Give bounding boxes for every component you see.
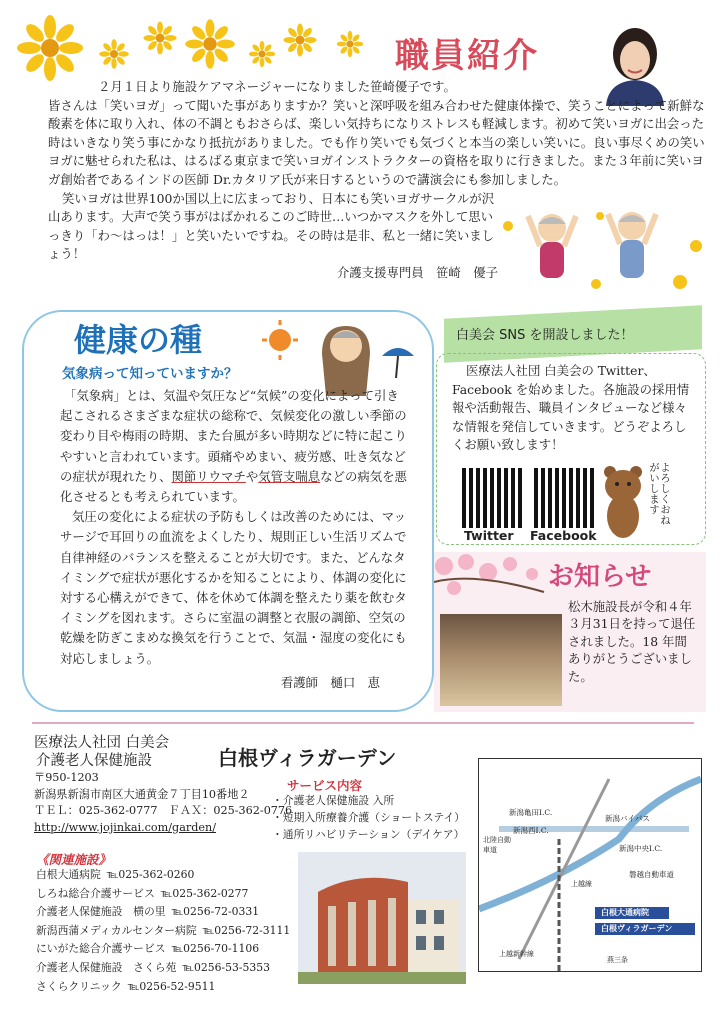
related-name: さくらクリニック <box>36 979 122 993</box>
facility-address <box>34 770 292 836</box>
map-label: 磐越自動車道 <box>629 870 674 879</box>
facebook-label[interactable]: Facebook <box>530 528 597 543</box>
organization-name <box>34 734 169 770</box>
health-text: や <box>245 468 259 484</box>
org-line: 介護老人保健施設 <box>36 753 152 769</box>
health-body <box>60 386 410 693</box>
facility-building-photo <box>298 852 466 984</box>
related-tel: ℡025-362-0260 <box>106 868 195 881</box>
related-tel: ℡025-362-0277 <box>160 886 249 900</box>
services-heading: サービス内容 <box>287 778 363 793</box>
org-line: 医療法人社団 白美会 <box>34 735 170 751</box>
map-label: 上越線 <box>571 880 592 888</box>
health-signature: 看護師 樋口 恵 <box>280 674 380 690</box>
health-text: 「気象病」とは、気温や気圧など“気候”の変化によって引き起こされるさまざまな症状の総称で、気候変化の激しい季節の変わり目や梅雨の時期、また台風が多い時期などに特に起こりやすいと言われています。頭痛やめまい、疲労感、吐き気などの症状が現れたり、 <box>60 388 407 484</box>
map-label: 新潟西I.C. <box>513 826 549 835</box>
twitter-qr-code[interactable] <box>462 468 522 528</box>
sns-body <box>452 362 692 455</box>
intro-paragraph: 皆さんは「笑いヨガ」って聞いた事がありますか？笑いと深呼吸を組み合わせた健康体操で、笑うことによって新鮮な酸素を体に取り入れ、体の不調ともおさらば、楽しい気持ちになりストレスも軽減します。初めて笑いヨガに出会った時はいきなり笑う事にかなり抵抗がありました。でも作り笑いでも気づくと本当の楽しい笑いに。良い事尽くめの笑いヨガに魅せられた私は、はるばる東京まで笑いヨガインストラクターの資格を取りに行きました。また３年前に笑いヨガ創始者であるインドの医師 Dr.カタリア氏が来日するというので講演会にも参加しました。 <box>48 97 705 187</box>
sns-text: 医療法人社団 白美会の Twitter、Facebook を始めました。各施設の採用情報や活動報告、職員インタビューなど様々な情報を発信していきます。どうぞよろしくお願い致します！ <box>452 363 690 453</box>
health-paragraph: 気圧の変化による症状の予防もしくは改善のためには、マッサージで耳回りの血流をよくしたり、規則正しい生活リズムで自律神経のバランスを整えることが大切です。また、どんなタイミングで症状が悪化するかを知ることにより、体調の変化に対する心構えができて、体を休めて体調を整えたり薬を飲むタイミングを図れます。さらに室温の調整と衣服の調節、空気の乾燥を防ぎこまめな換気を行うことで、気温・湿度の変化にも対応しましょう。 <box>60 509 407 666</box>
farewell-photo <box>440 614 562 706</box>
related-name: 介護老人保健施設 横の里 <box>36 905 166 919</box>
intro-paragraph: 笑いヨガは世界100か国以上に広まっており、日本にも笑いヨガサークルが沢山あります。大声で笑う事がはばかれるこのご時世…いつかマスクを外して思いっきり「わ～はっは！」と笑いたいですね。その時は是非、私と一緒に笑いましょう！ <box>48 190 495 262</box>
service-item: ・短期入所療養介護（ショートステイ） <box>272 811 466 824</box>
weather-illustration <box>262 316 422 396</box>
health-subtitle: 気象病って知っていますか？ <box>62 366 238 382</box>
map-label-facility: 白根ヴィラガーデン <box>601 923 673 933</box>
related-item <box>36 903 290 922</box>
related-name: しろね総合介護サービス <box>36 886 155 900</box>
service-item: ・介護老人保健施設 入所 <box>272 794 395 807</box>
related-tel: ℡0256-52-9511 <box>127 979 216 993</box>
facility-name: 白根ヴィラガーデン <box>218 746 397 770</box>
intro-greeting: ２月１日より施設ケアマネージャーになりました笹崎優子です。 <box>98 79 456 94</box>
facebook-qr-code[interactable] <box>534 468 594 528</box>
related-item <box>36 922 290 941</box>
cherry-blossom-decoration <box>434 552 554 612</box>
term-rheumatism: 関節リウマチ <box>171 468 246 484</box>
related-item <box>36 940 290 959</box>
term-asthma: 気管支喘息 <box>258 468 321 484</box>
related-tel: ℡0256-72-3111 <box>202 923 291 937</box>
map-label: 新潟中央I.C. <box>619 844 663 853</box>
notice-title: お知らせ <box>548 562 652 592</box>
notice-body <box>568 598 698 685</box>
twitter-label[interactable]: Twitter <box>464 528 514 543</box>
sns-title: 白美会 SNS を開設しました！ <box>456 328 634 343</box>
related-name: 介護老人保健施設 さくら苑 <box>36 960 177 974</box>
map-label: 新潟バイパス <box>605 814 650 823</box>
map-label: 北陸自動車道 <box>483 836 511 854</box>
access-map[interactable] <box>478 758 702 972</box>
related-facilities-heading: 《関連施設》 <box>36 852 112 867</box>
related-tel: ℡0256-72-0331 <box>171 905 260 919</box>
related-name: にいがた総合介護サービス <box>36 942 166 956</box>
related-item <box>36 978 290 997</box>
service-item: ・通所リハビリテーション（デイケア） <box>272 828 465 841</box>
health-paragraph <box>60 386 410 507</box>
related-item <box>36 885 290 904</box>
postal-code: 〒950-1203 <box>34 771 99 784</box>
section-divider <box>32 722 694 724</box>
street-address: 新潟県新潟市南区大通黄金７丁目10番地２ <box>34 787 250 801</box>
notice-text: 松木施設長が令和４年３月31日を持って退任されました。18 年間ありがとうございました。 <box>568 599 696 684</box>
bear-mascot <box>600 464 646 540</box>
map-label: 新潟亀田I.C. <box>509 808 553 817</box>
related-item <box>36 959 290 978</box>
map-drawing <box>479 759 701 971</box>
phone-fax: ＴＥＬ：025-362-0777 ＦＡＸ：025-362-0776 <box>34 804 293 817</box>
map-label-hospital: 白根大通病院 <box>601 907 649 917</box>
related-tel: ℡0256-70-1106 <box>171 942 260 956</box>
map-label: 上越新幹線 <box>499 950 534 958</box>
services-list <box>272 792 465 843</box>
map-label: 燕三条 <box>607 956 628 964</box>
flower-decoration <box>14 14 384 84</box>
related-item <box>36 866 290 885</box>
page-title: 職員紹介 <box>395 36 539 76</box>
related-name: 新潟西蒲メディカルセンター病院 <box>36 923 197 937</box>
related-facilities-list <box>36 866 290 996</box>
website-link[interactable]: http://www.jojinkai.com/garden/ <box>34 820 216 834</box>
laughing-elders-illustration <box>500 196 710 296</box>
related-name: 白根大通病院 <box>36 868 101 881</box>
intro-signature: 介護支援専門員 笹崎 優子 <box>336 264 498 280</box>
health-text: などの病気を悪化させるとも考えられています。 <box>60 468 407 505</box>
related-tel: ℡0256-53-5353 <box>182 960 270 974</box>
health-title: 健康の種 <box>74 321 203 359</box>
bear-speech: よろしくおねがいします <box>648 462 671 525</box>
